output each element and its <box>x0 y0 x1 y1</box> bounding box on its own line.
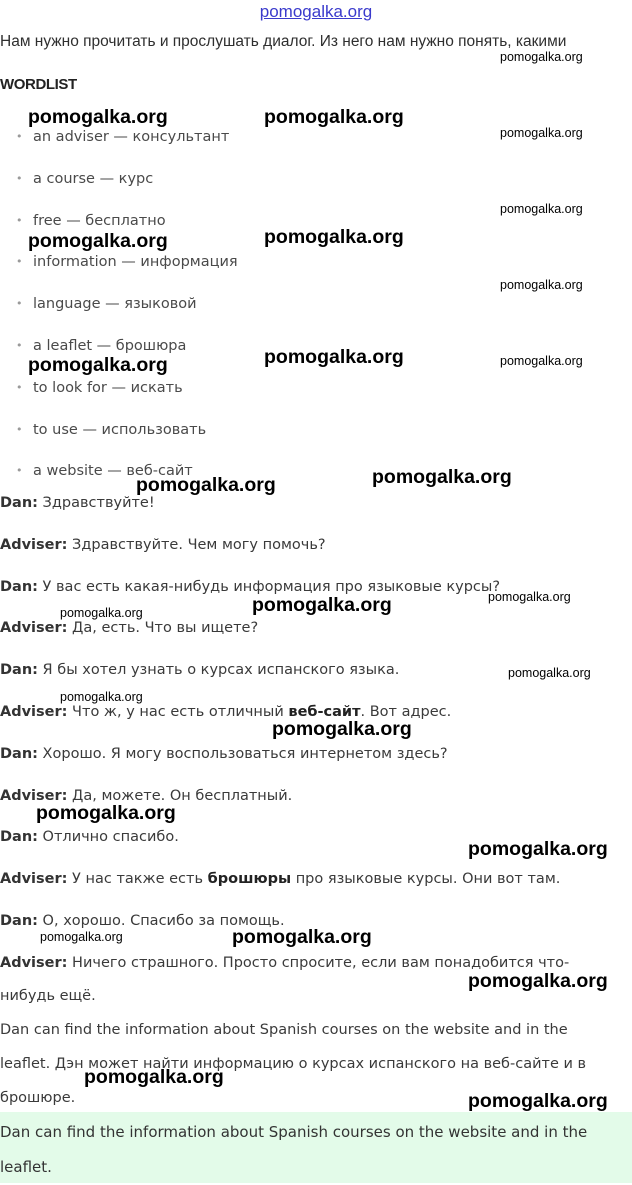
watermark: pomogalka.org <box>500 50 583 64</box>
dialogue-line: Dan: Хорошо. Я могу воспользоваться интернетом здесь? <box>0 745 448 762</box>
dialogue-line: Adviser: Здравствуйте. Чем могу помочь? <box>0 536 326 553</box>
watermark: pomogalka.org <box>28 354 168 376</box>
list-item: • free — бесплатно <box>16 210 238 252</box>
watermark: pomogalka.org <box>468 970 608 992</box>
watermark: pomogalka.org <box>508 666 591 680</box>
speaker-name: Dan: <box>0 912 38 929</box>
speaker-name: Dan: <box>0 745 38 762</box>
summary-paragraph: Dan can find the information about Spanish courses on the website and in the leaflet. Дэн может найти информацию о курсах испанского на веб-сайте и в брошюре. <box>0 1022 587 1106</box>
watermark: pomogalka.org <box>488 590 571 604</box>
watermark: pomogalka.org <box>372 466 512 488</box>
bullet-icon: • <box>16 464 23 478</box>
watermark: pomogalka.org <box>136 474 276 496</box>
bullet-icon: • <box>16 338 23 352</box>
bullet-icon: • <box>16 422 23 436</box>
speaker-name: Adviser: <box>0 536 68 553</box>
speaker-name: Adviser: <box>0 787 68 804</box>
wordlist-heading: WORDLIST <box>0 76 77 93</box>
watermark: pomogalka.org <box>252 594 392 616</box>
bullet-icon: • <box>16 171 23 185</box>
list-item: • an adviser — консультант <box>16 126 238 168</box>
bullet-icon: • <box>16 297 23 311</box>
speaker-name: Dan: <box>0 662 38 679</box>
wordlist <box>16 126 238 502</box>
dialogue-line: Dan: О, хорошо. Спасибо за помощь. <box>0 912 285 929</box>
watermark: pomogalka.org <box>60 606 143 620</box>
watermark: pomogalka.org <box>468 838 608 860</box>
list-item: • a course — курс <box>16 168 238 210</box>
watermark: pomogalka.org <box>84 1066 224 1088</box>
list-item: • a website — веб-сайт <box>16 460 238 502</box>
list-item: • a leaflet — брошюра <box>16 335 238 377</box>
watermark: pomogalka.org <box>264 106 404 128</box>
bullet-icon: • <box>16 380 23 394</box>
dialogue-line: Adviser: У нас также есть брошюры про языковые курсы. Они вот там. <box>0 871 561 888</box>
speaker-name: Dan: <box>0 578 38 595</box>
watermark: pomogalka.org <box>500 202 583 216</box>
dialogue-line: Dan: Отлично спасибо. <box>0 829 179 846</box>
watermark: pomogalka.org <box>500 278 583 292</box>
dialogue-line: Adviser: Что ж, у нас есть отличный веб-сайт. Вот адрес. <box>0 703 452 720</box>
watermark: pomogalka.org <box>36 802 176 824</box>
watermark: pomogalka.org <box>28 106 168 128</box>
watermark: pomogalka.org <box>264 226 404 248</box>
watermark: pomogalka.org <box>40 930 123 944</box>
dialogue-line: Dan: Я бы хотел узнать о курсах испанского языка. <box>0 662 400 679</box>
watermark: pomogalka.org <box>272 718 412 740</box>
bullet-icon: • <box>16 130 23 143</box>
speaker-name: Dan: <box>0 495 38 511</box>
dialogue-line: Adviser: Да, можете. Он бесплатный. <box>0 787 293 804</box>
bullet-icon: • <box>16 213 23 227</box>
intro-text: Нам нужно прочитать и прослушать диалог. Из него нам нужно понять, какими <box>0 33 567 50</box>
speaker-name: Adviser: <box>0 871 68 888</box>
answer-text: Dan can find the information about Spanish courses on the website and in the leaflet. <box>0 1123 588 1176</box>
highlighted-word: веб-сайт <box>288 703 361 720</box>
bullet-icon: • <box>16 255 23 269</box>
speaker-name: Adviser: <box>0 954 68 971</box>
watermark: pomogalka.org <box>264 346 404 368</box>
site-link[interactable]: pomogalka.org <box>259 2 373 21</box>
dialogue-line: Adviser: Да, есть. Что вы ищете? <box>0 620 259 637</box>
list-item: • language — языковой <box>16 293 238 335</box>
dialogue-line: Dan: У вас есть какая-нибудь информация про языковые курсы? <box>0 578 501 595</box>
highlighted-word: брошюры <box>207 871 292 888</box>
list-item: • to use — использовать <box>16 419 238 461</box>
list-item: • to look for — искать <box>16 377 238 419</box>
watermark: pomogalka.org <box>232 926 372 948</box>
watermark: pomogalka.org <box>500 354 583 368</box>
watermark: pomogalka.org <box>60 690 143 704</box>
list-item: • information — информация <box>16 251 238 293</box>
speaker-name: Adviser: <box>0 703 68 720</box>
dialogue-line: Adviser: Ничего страшного. Просто спросите, если вам понадобится что-нибудь ещё. <box>0 954 570 1004</box>
watermark: pomogalka.org <box>28 230 168 252</box>
speaker-name: Adviser: <box>0 620 68 637</box>
watermark: pomogalka.org <box>500 126 583 140</box>
watermark: pomogalka.org <box>468 1090 608 1112</box>
answer-box <box>0 1112 632 1183</box>
dialogue-line: Dan: Здравствуйте! <box>0 495 155 511</box>
speaker-name: Dan: <box>0 829 38 846</box>
